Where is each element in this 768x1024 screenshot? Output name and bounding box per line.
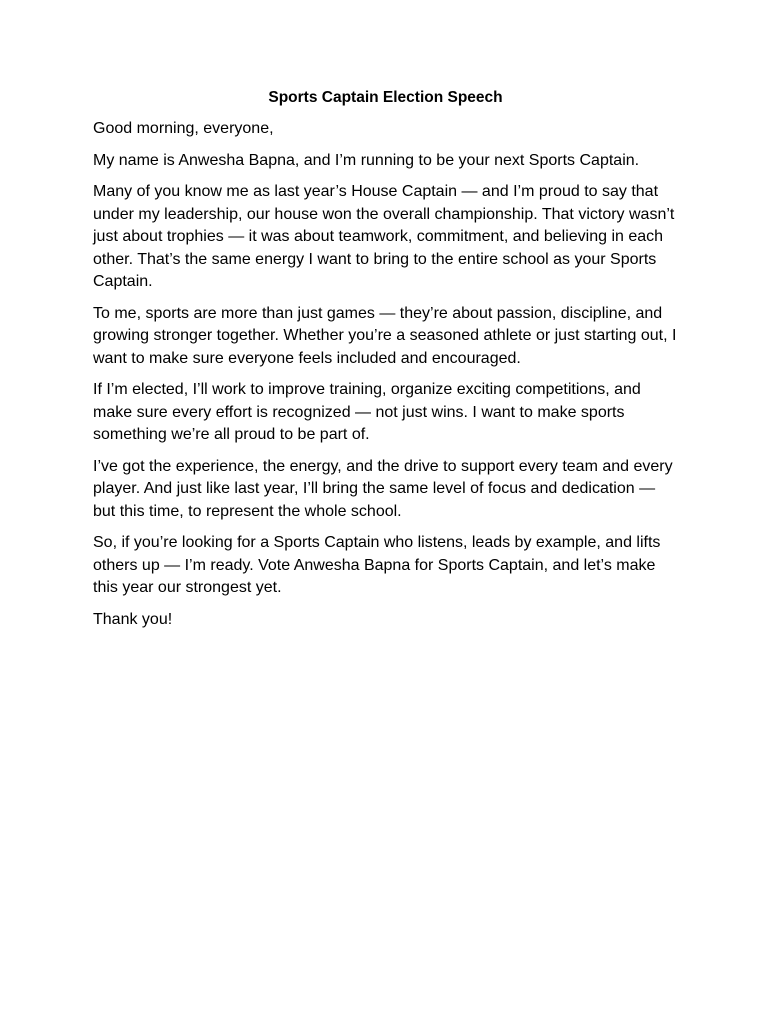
document-title: Sports Captain Election Speech: [268, 89, 503, 106]
paragraph-experience: Many of you know me as last year’s House Captain — and I’m proud to say that under my leadership, our house won the overall championship. That victory wasn’t just about trophies — it was about teamwork, commitment, and believing in each other. That’s the same energy I want to bring to the entire school as your Sports Captain.: [93, 183, 675, 290]
paragraph-introduction: My name is Anwesha Bapna, and I’m running to be your next Sports Captain.: [93, 151, 640, 169]
paragraph-appeal: So, if you’re looking for a Sports Captain who listens, leads by example, and lifts others up — I’m ready. Vote Anwesha Bapna for Sports Captain, and let’s make this year our strongest yet.: [93, 534, 661, 596]
document-page: [93, 88, 678, 640]
paragraph-greeting: Good morning, everyone,: [93, 120, 274, 137]
paragraph-philosophy: To me, sports are more than just games — they’re about passion, discipline, and growing stronger together. Whether you’re a seasoned athlete or just starting out, I want to make sure everyone feels included and encouraged.: [93, 304, 677, 367]
paragraph-plans: If I’m elected, I’ll work to improve training, organize exciting competitions, and make sure every effort is recognized — not just wins. I want to make sports something we’re all proud to be part of.: [93, 381, 641, 443]
paragraph-closing: Thank you!: [93, 610, 173, 628]
paragraph-commitment: I’ve got the experience, the energy, and the drive to support every team and every player. And just like last year, I’ll bring the same level of focus and dedication — but this time, to represent the whole school.: [93, 457, 673, 520]
